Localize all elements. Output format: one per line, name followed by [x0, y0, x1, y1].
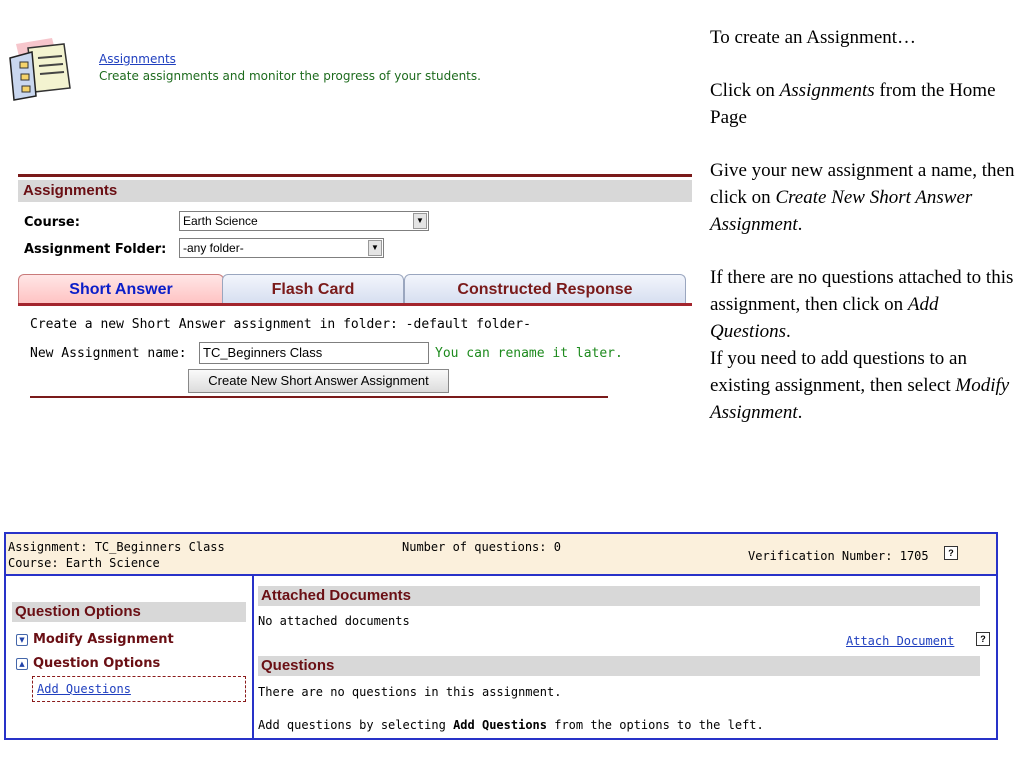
- course-select[interactable]: Earth Science ▼: [179, 211, 429, 231]
- create-assignment-text: Create a new Short Answer assignment in folder: -default folder-: [30, 317, 531, 332]
- add-questions-item[interactable]: [32, 676, 246, 702]
- assignments-panel: [18, 174, 692, 404]
- instruction-step-3: If there are no questions attached to this assignment, then click on Add Questions.: [710, 267, 1014, 342]
- instructions-text: [710, 24, 1022, 426]
- course-text: Course: Earth Science: [8, 556, 160, 570]
- tab-constructed-response[interactable]: Constructed Response: [404, 274, 686, 304]
- no-questions-text: There are no questions in this assignment.: [258, 685, 562, 699]
- rename-hint: You can rename it later.: [435, 346, 623, 361]
- assignment-name-text: Assignment: TC_Beginners Class: [8, 540, 225, 554]
- divider: [18, 174, 692, 177]
- attached-documents-title: Attached Documents: [258, 586, 980, 606]
- instruction-intro: To create an Assignment…: [710, 27, 917, 48]
- tab-flash-card[interactable]: Flash Card: [222, 274, 404, 304]
- add-questions-hint: Add questions by selecting Add Questions from the options to the left.: [258, 718, 764, 732]
- divider: [30, 396, 608, 398]
- verification-number: Verification Number: 1705: [748, 549, 929, 563]
- assignment-folder-label: Assignment Folder:: [24, 242, 167, 257]
- new-assignment-name-input[interactable]: TC_Beginners Class: [199, 342, 429, 364]
- assignments-panel-title: Assignments: [18, 180, 692, 202]
- double-chevron-up-icon: ▲: [16, 658, 28, 670]
- question-options-sidebar: [6, 574, 254, 738]
- no-attached-documents-text: No attached documents: [258, 614, 410, 628]
- course-label: Course:: [24, 215, 80, 230]
- instruction-step-1: Click on Assignments from the Home Page: [710, 80, 996, 128]
- assignments-link[interactable]: Assignments: [99, 52, 176, 66]
- chevron-down-icon[interactable]: ▼: [368, 240, 382, 256]
- tab-divider: [18, 303, 692, 306]
- question-options-title: Question Options: [12, 602, 246, 622]
- new-assignment-name-label: New Assignment name:: [30, 346, 187, 361]
- notebook-icon: [6, 36, 78, 102]
- instruction-step-4: If you need to add questions to an existing assignment, then select Modify Assignment.: [710, 348, 1010, 423]
- question-panel: [4, 532, 998, 740]
- help-icon[interactable]: ?: [976, 632, 990, 646]
- assignment-summary-bar: [6, 534, 996, 576]
- add-questions-link[interactable]: Add Questions: [37, 682, 131, 696]
- assignment-folder-select[interactable]: -any folder- ▼: [179, 238, 384, 258]
- double-chevron-down-icon: ▼: [16, 634, 28, 646]
- question-options-toggle[interactable]: ▲ Question Options: [16, 656, 160, 671]
- modify-assignment-option[interactable]: ▼ Modify Assignment: [16, 632, 174, 647]
- help-icon[interactable]: ?: [944, 546, 958, 560]
- tab-short-answer[interactable]: Short Answer: [18, 274, 224, 304]
- instruction-step-2: Give your new assignment a name, then click on Create New Short Answer Assignment.: [710, 160, 1015, 235]
- assignments-description: Create assignments and monitor the progress of your students.: [99, 69, 481, 83]
- questions-title: Questions: [258, 656, 980, 676]
- chevron-down-icon[interactable]: ▼: [413, 213, 427, 229]
- create-new-short-answer-button[interactable]: Create New Short Answer Assignment: [188, 369, 449, 393]
- question-count: Number of questions: 0: [402, 540, 561, 554]
- attach-document-link[interactable]: Attach Document: [846, 634, 955, 648]
